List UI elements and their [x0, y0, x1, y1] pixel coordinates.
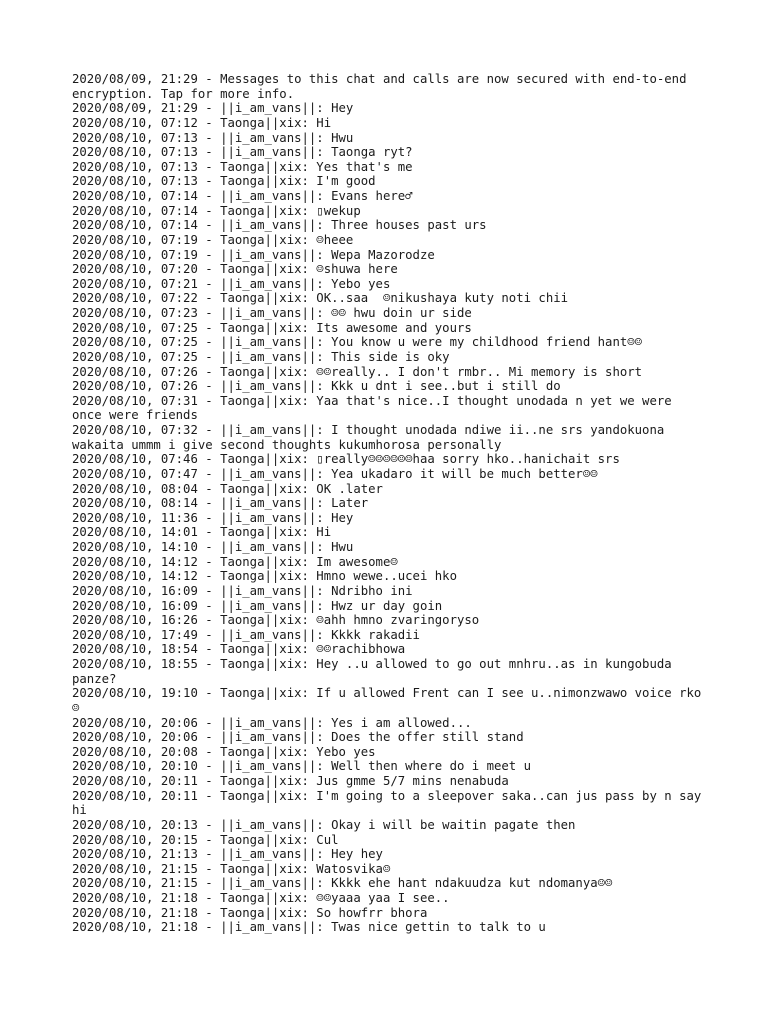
chat-log-line: 2020/08/10, 20:13 - ||i_am_vans||: Okay i will be waitin pagate then — [72, 817, 576, 832]
chat-log-line: 2020/08/10, 21:15 - Taonga||xix: Watosvika☺ — [72, 861, 391, 876]
chat-log-line: 2020/08/10, 07:13 - ||i_am_vans||: Taonga ryt? — [72, 145, 413, 160]
chat-log-line: 2020/08/10, 07:12 - Taonga||xix: Hi — [72, 115, 332, 130]
chat-log-line: 2020/08/10, 11:36 - ||i_am_vans||: Hey — [72, 510, 354, 525]
chat-log-line: 2020/08/10, 14:12 - Taonga||xix: Im awesome☺ — [72, 554, 398, 569]
chat-log-line: 2020/08/10, 20:06 - ||i_am_vans||: Does the offer still stand — [72, 730, 524, 745]
chat-log-line: 2020/08/10, 07:13 - Taonga||xix: I'm good — [72, 174, 376, 189]
chat-log-line: 2020/08/10, 07:26 - Taonga||xix: ☺☺really.. I don't rmbr.. Mi memory is short — [72, 364, 643, 379]
chat-log-line: 2020/08/10, 07:46 - Taonga||xix: ▯really☺☺☺☺☺☺haa sorry hko..hanichait srs — [72, 452, 620, 467]
chat-log-line: 2020/08/10, 08:14 - ||i_am_vans||: Later — [72, 496, 369, 511]
chat-log-line: 2020/08/10, 18:55 - Taonga||xix: Hey ..u allowed to go out mnhru..as in kungobuda panze? — [72, 657, 680, 686]
chat-log-line: 2020/08/10, 21:13 - ||i_am_vans||: Hey hey — [72, 847, 383, 862]
chat-log-line: 2020/08/10, 07:21 - ||i_am_vans||: Yebo yes — [72, 276, 391, 291]
chat-log-line: 2020/08/10, 21:18 - Taonga||xix: So howfrr bhora — [72, 905, 428, 920]
chat-log-line: 2020/08/10, 07:19 - ||i_am_vans||: Wepa Mazorodze — [72, 247, 435, 262]
chat-log-line: 2020/08/10, 18:54 - Taonga||xix: ☺☺rachibhowa — [72, 642, 406, 657]
chat-log-line: 2020/08/10, 21:18 - ||i_am_vans||: Twas nice gettin to talk to u — [72, 920, 546, 935]
chat-log-line: 2020/08/10, 17:49 - ||i_am_vans||: Kkkk rakadii — [72, 627, 420, 642]
chat-log-line: 2020/08/10, 16:09 - ||i_am_vans||: Hwz ur day goin — [72, 598, 443, 613]
chat-log-line: 2020/08/10, 14:12 - Taonga||xix: Hmno wewe..ucei hko — [72, 569, 457, 584]
chat-log-line: 2020/08/10, 14:10 - ||i_am_vans||: Hwu — [72, 540, 354, 554]
chat-log-line: 2020/08/10, 07:25 - ||i_am_vans||: You know u were my childhood friend hant☺☺ — [72, 335, 643, 350]
chat-log-line: 2020/08/10, 20:08 - Taonga||xix: Yebo yes — [72, 744, 376, 759]
chat-log-line: 2020/08/10, 21:18 - Taonga||xix: ☺☺yaaa yaa I see.. — [72, 891, 450, 905]
chat-log-line: 2020/08/10, 07:14 - ||i_am_vans||: Evans here♂ — [72, 189, 413, 203]
chat-log-line: 2020/08/10, 07:20 - Taonga||xix: ☺shuwa here — [72, 262, 398, 277]
chat-log-line: 2020/08/10, 08:04 - Taonga||xix: OK .later — [72, 481, 383, 496]
chat-log-line: 2020/08/10, 21:15 - ||i_am_vans||: Kkkk ehe hant ndakuudza kut ndomanya☺☺ — [72, 876, 613, 891]
chat-log-line: 2020/08/10, 20:15 - Taonga||xix: Cul — [72, 832, 339, 847]
chat-log-line: 2020/08/10, 16:09 - ||i_am_vans||: Ndribho ini — [72, 583, 413, 598]
chat-log-line: 2020/08/10, 20:11 - Taonga||xix: Jus gmme 5/7 mins nenabuda — [72, 774, 509, 788]
chat-log-line: 2020/08/10, 07:14 - Taonga||xix: ▯wekup — [72, 203, 361, 218]
chat-log-line: 2020/08/10, 07:31 - Taonga||xix: Yaa that's nice..I thought unodada n yet we were once were friends — [72, 393, 680, 423]
chat-log-line: 2020/08/10, 07:23 - ||i_am_vans||: ☺☺ hwu doin ur side — [72, 306, 472, 320]
chat-log-line: 2020/08/10, 07:25 - ||i_am_vans||: This side is oky — [72, 349, 450, 364]
chat-log-line: 2020/08/10, 14:01 - Taonga||xix: Hi — [72, 525, 332, 540]
chat-export-document — [72, 72, 709, 935]
chat-log-line: 2020/08/10, 07:22 - Taonga||xix: OK..saa ☺nikushaya kuty noti chii — [72, 291, 569, 306]
chat-log-line: 2020/08/10, 07:13 - ||i_am_vans||: Hwu — [72, 130, 354, 145]
chat-log-line: 2020/08/10, 19:10 - Taonga||xix: If u allowed Frent can I see u..nimonzwawo voice rko☺ — [72, 686, 702, 715]
chat-log-line: 2020/08/10, 07:19 - Taonga||xix: ☺heee — [72, 232, 354, 247]
chat-log-line: 2020/08/10, 20:11 - Taonga||xix: I'm going to a sleepover saka..can jus pass by n say hi — [72, 788, 709, 818]
chat-log-line: 2020/08/10, 20:10 - ||i_am_vans||: Well then where do i meet u — [72, 759, 532, 774]
chat-log-line: 2020/08/10, 20:06 - ||i_am_vans||: Yes i am allowed... — [72, 715, 472, 730]
chat-log-line: 2020/08/09, 21:29 - ||i_am_vans||: Hey — [72, 101, 354, 116]
chat-log-line: 2020/08/10, 07:14 - ||i_am_vans||: Three houses past urs — [72, 218, 487, 233]
chat-log-line: 2020/08/10, 07:25 - Taonga||xix: Its awesome and yours — [72, 320, 472, 335]
chat-log-line: 2020/08/10, 07:26 - ||i_am_vans||: Kkk u dnt i see..but i still do — [72, 379, 561, 394]
chat-log-line: 2020/08/10, 16:26 - Taonga||xix: ☺ahh hmno zvaringoryso — [72, 613, 480, 628]
chat-log-line: 2020/08/09, 21:29 - Messages to this chat and calls are now secured with end-to-end encryption. Tap for more info. — [72, 72, 694, 101]
chat-log-line: 2020/08/10, 07:47 - ||i_am_vans||: Yea ukadaro it will be much better☺☺ — [72, 466, 598, 481]
chat-log-line: 2020/08/10, 07:13 - Taonga||xix: Yes that's me — [72, 159, 413, 174]
chat-log-line: 2020/08/10, 07:32 - ||i_am_vans||: I thought unodada ndiwe ii..ne srs yandokuona wakaita ummm i give second thoughts kukumhorosa personally — [72, 423, 672, 452]
